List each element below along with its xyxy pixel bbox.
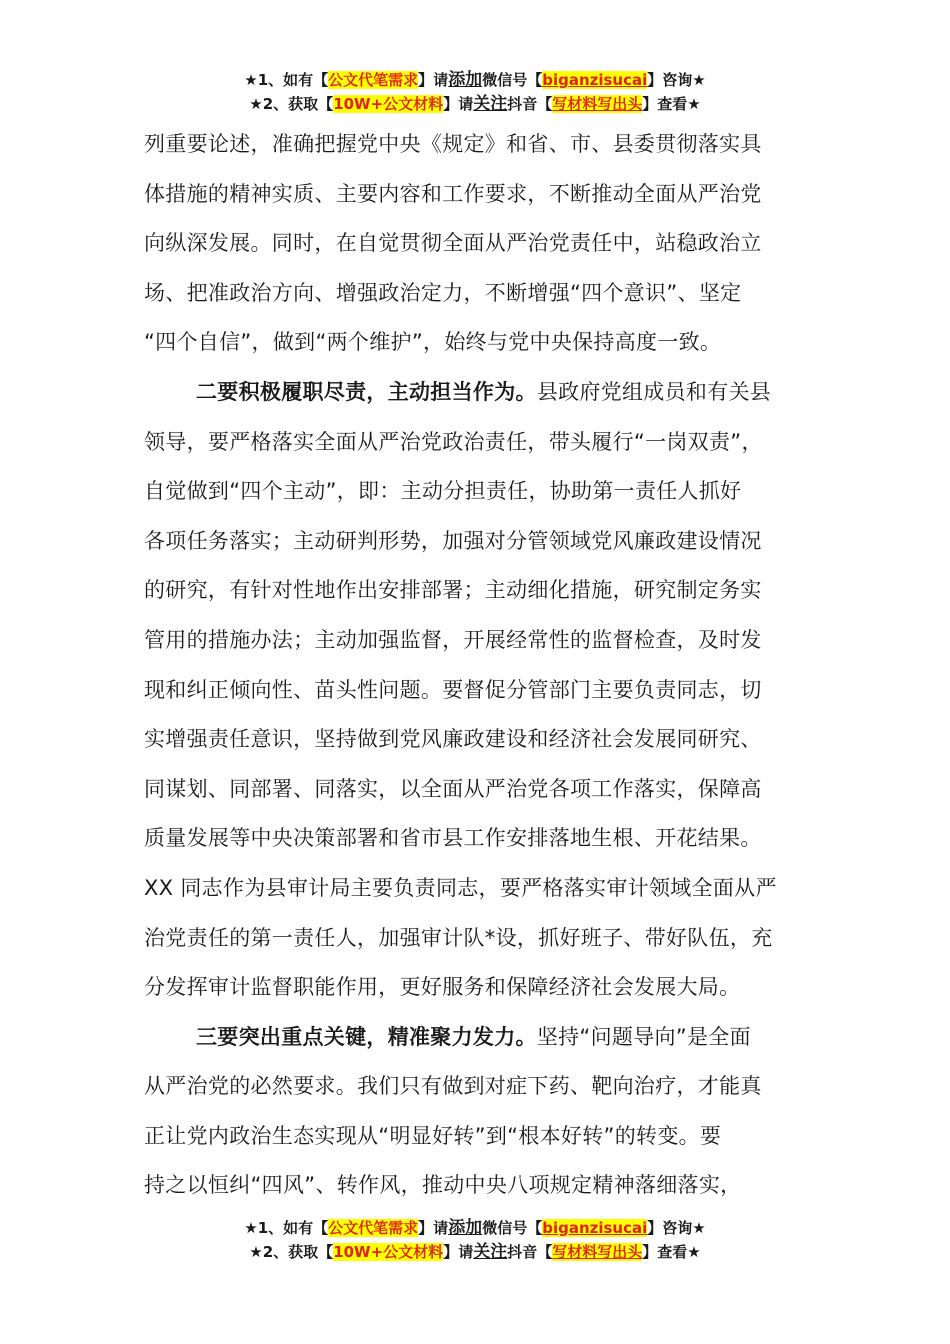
text-line: 现和纠正倾向性、苗头性问题。要督促分管部门主要负责同志，切 xyxy=(144,677,762,702)
banner-emphasis: 关注 xyxy=(473,1242,508,1262)
highlight-service: 公文代笔需求 xyxy=(328,1219,419,1237)
banner-text: 抖音【 xyxy=(507,1243,553,1261)
banner-text: 】查看★ xyxy=(642,95,701,113)
banner-emphasis: 关注 xyxy=(473,94,508,114)
banner-text: ★2、获取【 xyxy=(249,95,334,113)
highlight-materials: 10W+公文材料 xyxy=(333,95,444,113)
text-line: 治党责任的第一责任人，加强审计队*设，抓好班子、带好队伍，充 xyxy=(144,925,773,950)
douyin-account-link[interactable]: 写材料写出头 xyxy=(552,1243,643,1261)
banner-text: ★2、获取【 xyxy=(249,1243,334,1261)
douyin-account-link[interactable]: 写材料写出头 xyxy=(552,95,643,113)
banner-line-2 xyxy=(0,1240,950,1264)
banner-text: ★1、如有【 xyxy=(244,1219,329,1237)
wechat-id-link[interactable]: biganzisucai xyxy=(542,71,648,89)
highlight-service: 公文代笔需求 xyxy=(328,71,419,89)
banner-text: 】咨询★ xyxy=(647,71,706,89)
banner-text: 微信号【 xyxy=(482,1219,543,1237)
banner-text: 微信号【 xyxy=(482,71,543,89)
header-banner xyxy=(0,68,950,116)
text-line: 管用的措施办法；主动加强监督，开展经常性的监督检查，及时发 xyxy=(144,627,762,652)
text-line: 持之以恒纠“四风”、转作风，推动中央八项规定精神落细落实， xyxy=(144,1173,742,1198)
paragraph-3-first-line xyxy=(144,1013,809,1063)
text-line: 自觉做到“四个主动”，即：主动分担责任，协助第一责任人抓好 xyxy=(144,479,742,504)
banner-emphasis: 添加 xyxy=(448,70,483,90)
text-span: 坚持“问题导向”是全面 xyxy=(536,1024,751,1049)
text-line: 正让党内政治生态实现从“明显好转”到“根本好转”的转变。要 xyxy=(144,1123,722,1148)
banner-emphasis: 添加 xyxy=(448,1218,483,1238)
text-line: 同谋划、同部署、同落实，以全面从严治党各项工作落实，保障高 xyxy=(144,776,762,801)
banner-text: 】请 xyxy=(418,1219,449,1237)
banner-line-1 xyxy=(0,1216,950,1240)
banner-text: ★1、如有【 xyxy=(244,71,329,89)
text-line: 各项任务落实；主动研判形势，加强对分管领域党风廉政建设情况 xyxy=(144,528,762,553)
paragraph-2-heading: 二要积极履职尽责，主动担当作为。 xyxy=(196,379,537,404)
text-line: 体措施的精神实质、主要内容和工作要求，不断推动全面从严治党 xyxy=(144,181,762,206)
paragraph-3-heading: 三要突出重点关键，精准聚力发力。 xyxy=(196,1024,537,1049)
banner-line-2 xyxy=(0,92,950,116)
banner-text: 】请 xyxy=(418,71,449,89)
banner-text: 】请 xyxy=(443,95,474,113)
document-body xyxy=(144,120,809,1211)
paragraph-2-first-line xyxy=(144,368,809,418)
banner-text: 】查看★ xyxy=(642,1243,701,1261)
banner-text: 抖音【 xyxy=(507,95,553,113)
text-line: 领导，要严格落实全面从严治党政治责任，带头履行“一岗双责”， xyxy=(144,429,763,454)
footer-banner xyxy=(0,1216,950,1264)
wechat-id-link[interactable]: biganzisucai xyxy=(542,1219,648,1237)
text-line: “四个自信”，做到“两个维护”，始终与党中央保持高度一致。 xyxy=(144,330,722,355)
text-line: 质量发展等中央决策部署和省市县工作安排落地生根、开花结果。 xyxy=(144,826,762,851)
text-line: 的研究，有针对性地作出安排部署；主动细化措施，研究制定务实 xyxy=(144,578,762,603)
banner-text: 】请 xyxy=(443,1243,474,1261)
text-line: 分发挥审计监督职能作用，更好服务和保障经济社会发展大局。 xyxy=(144,975,741,1000)
text-line: XX 同志作为县审计局主要负责同志，要严格落实审计领域全面从严 xyxy=(144,875,777,900)
banner-text: 】咨询★ xyxy=(647,1219,706,1237)
text-span: 县政府党组成员和有关县 xyxy=(536,379,772,404)
text-line: 实增强责任意识，坚持做到党风廉政建设和经济社会发展同研究、 xyxy=(144,727,762,752)
text-line: 从严治党的必然要求。我们只有做到对症下药、靶向治疗，才能真 xyxy=(144,1074,762,1099)
highlight-materials: 10W+公文材料 xyxy=(333,1243,444,1261)
text-line: 向纵深发展。同时，在自觉贯彻全面从严治党责任中，站稳政治立 xyxy=(144,231,762,256)
text-line: 列重要论述，准确把握党中央《规定》和省、市、县委贯彻落实具 xyxy=(144,132,762,156)
text-line: 场、把准政治方向、增强政治定力，不断增强“四个意识”、坚定 xyxy=(144,280,742,305)
banner-line-1 xyxy=(0,68,950,92)
